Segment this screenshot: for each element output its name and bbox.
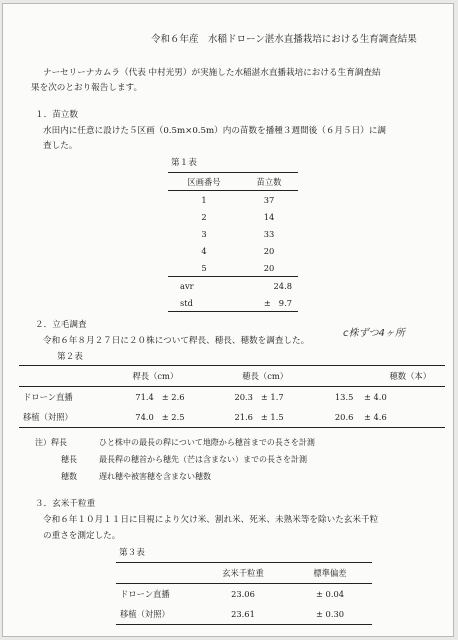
document-page xyxy=(2,3,454,637)
table1-std-pm: ± xyxy=(263,297,271,308)
table1-cell: 37 xyxy=(263,194,275,205)
table3-row-label: 移植（対照） xyxy=(120,609,170,619)
section1-text-2: 査した。 xyxy=(43,141,78,151)
intro-line-1: ナーセリーナカムラ（代表 中村光男）が実施した水稲湛水直播栽培における生育調査結 xyxy=(43,68,381,78)
note-key-2: 穂長 xyxy=(61,455,77,464)
table2-cell: ± 1.7 xyxy=(260,392,284,402)
table3-cell: ± 0.30 xyxy=(315,609,345,619)
section3-text-1: 令和６年１０月１１日に目視により欠け米、割れ米、死米、未熟米等を除いた玄米千粒 xyxy=(43,515,379,525)
table2-cell: 20.6 xyxy=(334,412,354,422)
note-text-2: 最長稈の穂首から穂先（芒は含まない）までの長さを計測 xyxy=(99,455,307,464)
section2-heading: ２．立毛調査 xyxy=(35,320,87,330)
table2-cell: ± 1.5 xyxy=(260,412,284,422)
table-row xyxy=(19,407,445,428)
table2-label: 第２表 xyxy=(57,352,83,362)
table3-cell: 23.06 xyxy=(231,589,255,599)
table-row xyxy=(116,604,372,625)
intro-line-2: 果を次のとおり報告します。 xyxy=(31,83,143,93)
table2-cell: ± 2.6 xyxy=(161,392,185,402)
table1-cell: 4 xyxy=(201,245,207,256)
table3-row-label: ドローン直播 xyxy=(120,589,170,599)
section3-heading: ３．玄米千粒重 xyxy=(35,499,96,509)
table1-cell: 5 xyxy=(201,262,207,273)
table1-avr-label: avr xyxy=(180,280,194,291)
table1-label: 第１表 xyxy=(171,158,197,168)
table1-std-value: 9.7 xyxy=(278,297,292,308)
table2-cell: 74.0 xyxy=(135,412,154,422)
table2-cell: 20.3 xyxy=(234,392,253,402)
table1-avr-value: 24.8 xyxy=(273,280,292,291)
table1-cell: 1 xyxy=(201,194,207,205)
handwritten-note: c株ずつ4ヶ所 xyxy=(343,328,405,339)
table3-label: 第３表 xyxy=(119,548,145,558)
table2-cell: ± 4.6 xyxy=(363,412,387,422)
note-key-3: 穂数 xyxy=(61,472,77,481)
note-text-3: 遅れ穂や被害穂を含まない穂数 xyxy=(99,472,211,481)
table2-header-panicle-count: 穂数（本） xyxy=(389,371,431,381)
table3-cell: 23.61 xyxy=(231,609,255,619)
table2-cell: 13.5 xyxy=(334,392,354,402)
table3-header-sd: 標準偏差 xyxy=(313,568,347,578)
table2-cell: 21.6 xyxy=(234,412,253,422)
table1-cell: 33 xyxy=(263,228,275,239)
table3 xyxy=(116,562,372,625)
table-row xyxy=(168,242,298,259)
table-row xyxy=(168,259,298,277)
table1-cell: 20 xyxy=(263,245,275,256)
table3-cell: ± 0.04 xyxy=(315,589,345,599)
table-row xyxy=(19,387,445,408)
table1-header-count: 苗立数 xyxy=(256,176,282,187)
table-row xyxy=(168,225,298,242)
section1-text-1: 水田内に任意に設けた５区画（0.5m×0.5m）内の苗数を播種３週間後（６月５日）に調 xyxy=(43,126,387,136)
table3-header-weight: 玄米千粒重 xyxy=(222,568,264,578)
table1-std-label: std xyxy=(180,297,193,308)
document-title: 令和６年産 水稲ドローン湛水直播栽培における生育調査結果 xyxy=(151,34,417,45)
table2-row-label: 移植（対照） xyxy=(23,412,73,422)
table2-cell: ± 4.0 xyxy=(363,392,387,402)
note-text-1: ひと株中の最長の稈について地際から穂首までの長さを計測 xyxy=(99,438,315,447)
table1-cell: 14 xyxy=(263,211,275,222)
table2-row-label: ドローン直播 xyxy=(23,392,73,402)
section3-text-2: の重さを測定した。 xyxy=(43,531,121,541)
section2-text-1: 令和６年８月２７日に２０株について稈長、穂長、穂数を調査した。 xyxy=(43,336,310,346)
section1-heading: １．苗立数 xyxy=(35,110,78,120)
table2-cell: ± 2.5 xyxy=(161,412,185,422)
table1-avr-row xyxy=(168,277,298,295)
table1-header-plot: 区画番号 xyxy=(187,176,221,187)
table1-cell: 20 xyxy=(263,262,275,273)
table-row xyxy=(116,584,372,605)
table-row xyxy=(168,208,298,225)
table1-std-row xyxy=(168,294,298,312)
table2-cell: 71.4 xyxy=(135,392,154,402)
note-key-1: 注）稈長 xyxy=(35,438,67,447)
table-row xyxy=(168,191,298,209)
table2-header-culm: 稈長（cm） xyxy=(132,371,179,381)
table2 xyxy=(19,365,445,428)
table2-header-panicle-length: 穂長（cm） xyxy=(242,371,288,381)
table1-cell: 2 xyxy=(201,211,207,222)
table1 xyxy=(168,172,298,312)
table1-cell: 3 xyxy=(201,228,207,239)
